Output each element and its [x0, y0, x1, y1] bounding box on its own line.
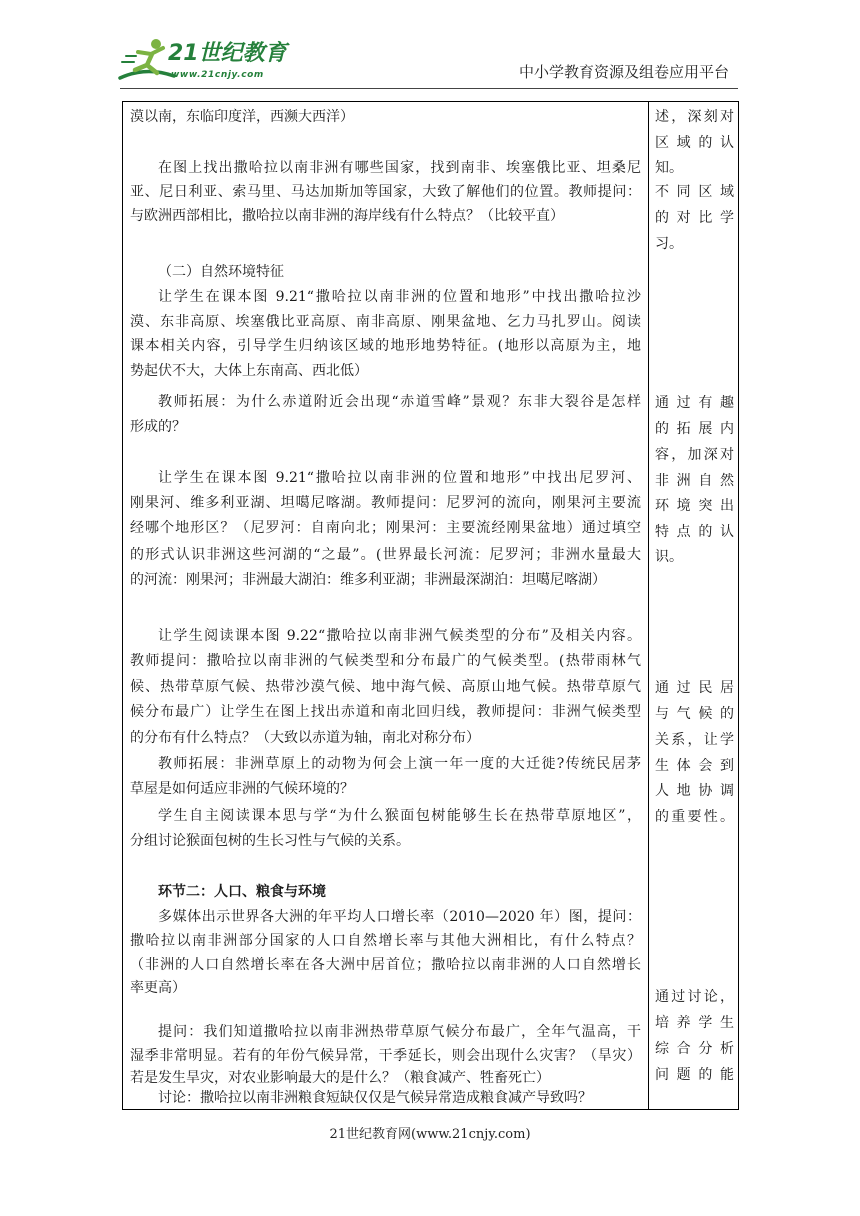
- intent-line: 非洲自然: [655, 473, 734, 489]
- process-line: 的河流：刚果河；非洲最大湖泊：维多利亚湖；非洲最深湖泊：坦噶尼喀湖）: [130, 572, 606, 588]
- process-line: 势起伏不大，大体上东南高、西北低）: [130, 363, 368, 379]
- intent-line: 通过民居: [655, 680, 734, 696]
- process-line: 形成的？: [130, 419, 186, 435]
- process-line: 湿季非常明显。若有的年份气候异常，干季延长，则会出现什么灾害？（旱灾）: [130, 1048, 641, 1064]
- intent-line: 容，加深对: [655, 447, 734, 463]
- process-line: 课本相关内容，引导学生归纳该区域的地形地势特征。(地形以高原为主，地: [130, 338, 641, 354]
- intent-line: 环境突出: [655, 498, 734, 514]
- process-line: 提问：我们知道撒哈拉以南非洲热带草原气候分布最广，全年气温高，干: [158, 1024, 641, 1040]
- process-line: （非洲的人口自然增长率在各大洲中居首位；撒哈拉以南非洲的人口自然增长: [130, 957, 641, 973]
- process-line: 让学生在课本图 9.21“撒哈拉以南非洲的位置和地形”中找出撒哈拉沙: [158, 289, 641, 305]
- runner-logo-icon: [116, 36, 176, 84]
- intent-line: 不同区域: [655, 184, 734, 200]
- process-line: 在图上找出撒哈拉以南非洲有哪些国家，找到南非、埃塞俄比亚、坦桑尼: [158, 160, 641, 176]
- process-line: 候分布最广）让学生在图上找出赤道和南北回归线，教师提问：非洲气候类型: [130, 704, 641, 720]
- logo-url: www.21cnjy.com: [171, 70, 264, 80]
- intent-line: 的对比学: [655, 210, 734, 226]
- intent-line: 的重要性。: [655, 809, 734, 825]
- process-line: 若是发生旱灾，对农业影响最大的是什么？（粮食减产、牲畜死亡）: [130, 1070, 550, 1086]
- table-column-divider: [648, 101, 649, 1110]
- logo-title: 21世纪教育: [168, 41, 287, 66]
- process-line: 刚果河、维多利亚湖、坦噶尼喀湖。教师提问：尼罗河的流向，刚果河主要流: [130, 495, 641, 511]
- intent-line: 综合分析: [655, 1041, 734, 1057]
- intent-line: 识。: [655, 549, 683, 565]
- process-line: 率更高）: [130, 980, 186, 996]
- intent-line: 关系，让学: [655, 732, 734, 748]
- intent-line: 人地协调: [655, 783, 734, 799]
- process-line: 撒哈拉以南非洲部分国家的人口自然增长率与其他大洲相比，有什么特点？: [130, 933, 641, 949]
- process-line: 多媒体出示世界各大洲的年平均人口增长率（2010—2020 年）图，提问：: [158, 909, 641, 925]
- intent-line: 特点的认: [655, 524, 734, 540]
- section-heading: （二）自然环境特征: [158, 264, 284, 280]
- process-line: 学生自主阅读课本思与学“为什么猴面包树能够生长在热带草原地区”，: [158, 808, 641, 824]
- intent-line: 知。: [655, 160, 683, 176]
- intent-line: 通过讨论，: [655, 989, 734, 1005]
- process-line: 教师拓展：非洲草原上的动物为何会上演一年一度的大迁徙?传统民居茅: [158, 756, 641, 772]
- intent-line: 通过有趣: [655, 395, 734, 411]
- section-heading: 环节二：人口、粮食与环境: [158, 884, 326, 900]
- intent-line: 区域的认: [655, 135, 734, 151]
- intent-line: 述，深刻对: [655, 109, 734, 125]
- platform-title: 中小学教育资源及组卷应用平台: [519, 63, 730, 81]
- header-divider: [120, 88, 738, 89]
- process-line: 的分布有什么特点？（大致以赤道为轴，南北对称分布）: [130, 730, 480, 746]
- process-line: 分组讨论猴面包树的生长习性与气候的关系。: [130, 833, 410, 849]
- process-line: 教师提问：撒哈拉以南非洲的气候类型和分布最广的气候类型。(热带雨林气: [130, 653, 641, 669]
- process-line: 的形式认识非洲这些河湖的“之最”。(世界最长河流：尼罗河；非洲水量最大: [130, 547, 641, 563]
- process-line: 草屋是如何适应非洲的气候环境的？: [130, 781, 354, 797]
- footer-text: 21世纪教育网(www.21cnjy.com): [329, 1127, 531, 1142]
- process-line: 漠、东非高原、埃塞俄比亚高原、南非高原、刚果盆地、乞力马扎罗山。阅读: [130, 314, 641, 330]
- intent-line: 习。: [655, 236, 683, 252]
- process-line: 教师拓展：为什么赤道附近会出现“赤道雪峰”景观？东非大裂谷是怎样: [158, 394, 641, 410]
- process-line: 漠以南，东临印度洋，西濒大西洋）: [130, 109, 354, 125]
- process-line: 让学生阅读课本图 9.22“撒哈拉以南非洲气候类型的分布”及相关内容。: [158, 628, 641, 644]
- process-line: 候、热带草原气候、热带沙漠气候、地中海气候、高原山地气候。热带草原气: [130, 679, 641, 695]
- process-line: 亚、尼日利亚、索马里、马达加斯加等国家，大致了解他们的位置。教师提问：: [130, 184, 641, 200]
- intent-line: 生体会到: [655, 758, 734, 774]
- process-line: 讨论：撒哈拉以南非洲粮食短缺仅仅是气候异常造成粮食减产导致吗？: [158, 1090, 592, 1106]
- process-line: 与欧洲西部相比，撒哈拉以南非洲的海岸线有什么特点？（比较平直）: [130, 208, 564, 224]
- intent-line: 的拓展内: [655, 421, 734, 437]
- intent-line: 培养学生: [655, 1015, 734, 1031]
- intent-line: 问题的能: [655, 1067, 734, 1083]
- intent-line: 与气候的: [655, 706, 734, 722]
- process-line: 让学生在课本图 9.21“撒哈拉以南非洲的位置和地形”中找出尼罗河、: [158, 470, 641, 486]
- process-line: 经哪个地形区？（尼罗河：自南向北；刚果河：主要流经刚果盆地）通过填空: [130, 520, 641, 536]
